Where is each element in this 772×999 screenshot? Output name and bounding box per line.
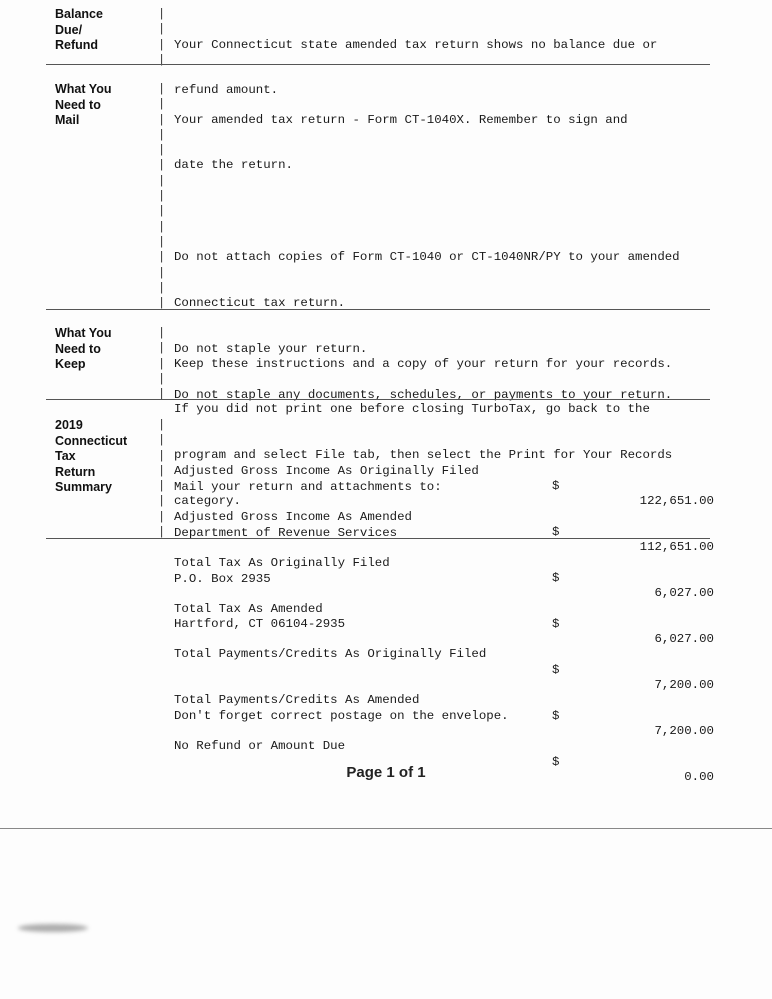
content-line: Do not staple your return.: [174, 342, 368, 357]
section-label-mail: [55, 82, 145, 129]
summary-currency: $: [552, 662, 560, 677]
summary-desc: Total Tax As Amended: [174, 601, 323, 616]
label-line: What You: [55, 82, 112, 96]
content-line: category.: [174, 494, 241, 509]
content-line: date the return.: [174, 158, 293, 173]
page-edge: [0, 828, 772, 829]
page-number: Page 1 of 1: [346, 764, 426, 781]
column-separator: | | | | | | | | | | | | | | |: [158, 82, 166, 311]
summary-desc: Total Tax As Originally Filed: [174, 555, 390, 570]
content-line: Your Connecticut state amended tax return shows no balance due or: [174, 37, 658, 52]
label-line: Refund: [55, 38, 99, 52]
summary-desc: Total Payments/Credits As Originally Filed: [174, 647, 487, 662]
summary-amount: 7,200.00: [654, 723, 714, 738]
content-line: Don't forget correct postage on the envelope.: [174, 709, 509, 724]
scan-smudge: [18, 924, 88, 932]
line-gap: [174, 204, 704, 219]
label-line: Tax: [55, 449, 76, 463]
summary-currency: $: [552, 708, 560, 723]
label-line: Due/: [55, 22, 83, 37]
content-line: Connecticut tax return.: [174, 296, 346, 311]
summary-currency: $: [552, 479, 560, 494]
section-divider: [46, 538, 710, 539]
summary-desc: Adjusted Gross Income As Amended: [174, 509, 412, 524]
label-line: Mail: [55, 113, 80, 127]
summary-amount: 6,027.00: [654, 586, 714, 601]
label-line: Summary: [55, 480, 112, 494]
column-separator: | | | |: [158, 7, 166, 67]
summary-currency: $: [552, 525, 560, 540]
summary-desc: Total Payments/Credits As Amended: [174, 693, 420, 708]
summary-desc: No Refund or Amount Due: [174, 739, 346, 754]
label-line: Need to: [55, 341, 101, 356]
column-separator: | | | | |: [158, 326, 166, 402]
label-line: Connecticut: [55, 433, 128, 448]
section-divider: [46, 399, 710, 400]
summary-currency: $: [552, 616, 560, 631]
label-line: 2019: [55, 418, 83, 432]
content-line: Department of Revenue Services: [174, 525, 398, 540]
summary-amount: 7,200.00: [654, 678, 714, 693]
section-divider: [46, 309, 710, 310]
label-line: What You: [55, 326, 112, 340]
section-label-balance: [55, 7, 145, 54]
summary-currency: $: [552, 754, 560, 769]
section-label-keep: [55, 326, 145, 373]
content-line: Your amended tax return - Form CT-1040X. Remember to sign and: [174, 112, 628, 127]
column-separator: | | | | | | | |: [158, 418, 166, 540]
content-line: If you did not print one before closing TurboTax, go back to the: [174, 402, 650, 417]
content-line: refund amount.: [174, 83, 279, 98]
content-line: Mail your return and attachments to:: [174, 479, 442, 494]
label-line: Keep: [55, 357, 86, 371]
content-line: P.O. Box 2935: [174, 571, 271, 586]
content-line: Hartford, CT 06104-2935: [174, 617, 346, 632]
summary-amount: 112,651.00: [639, 540, 714, 555]
summary-amount: 6,027.00: [654, 632, 714, 647]
label-line: Need to: [55, 97, 101, 112]
content-line: Do not attach copies of Form CT-1040 or CT-1040NR/PY to your amended: [174, 250, 680, 265]
summary-amount: 0.00: [684, 769, 714, 784]
content-line: Keep these instructions and a copy of your return for your records.: [174, 356, 673, 371]
summary-row: [174, 632, 714, 693]
label-line: Balance: [55, 7, 103, 21]
section-label-summary: [55, 418, 145, 496]
content-line: program and select File tab, then select the Print for Your Records: [174, 448, 673, 463]
section-divider: [46, 64, 710, 65]
content-line: Do not staple any documents, schedules, or payments to your return.: [174, 387, 673, 402]
summary-amount: 122,651.00: [639, 494, 714, 509]
summary-desc: Adjusted Gross Income As Originally Filed: [174, 463, 479, 478]
label-line: Return: [55, 464, 96, 479]
summary-currency: $: [552, 570, 560, 585]
